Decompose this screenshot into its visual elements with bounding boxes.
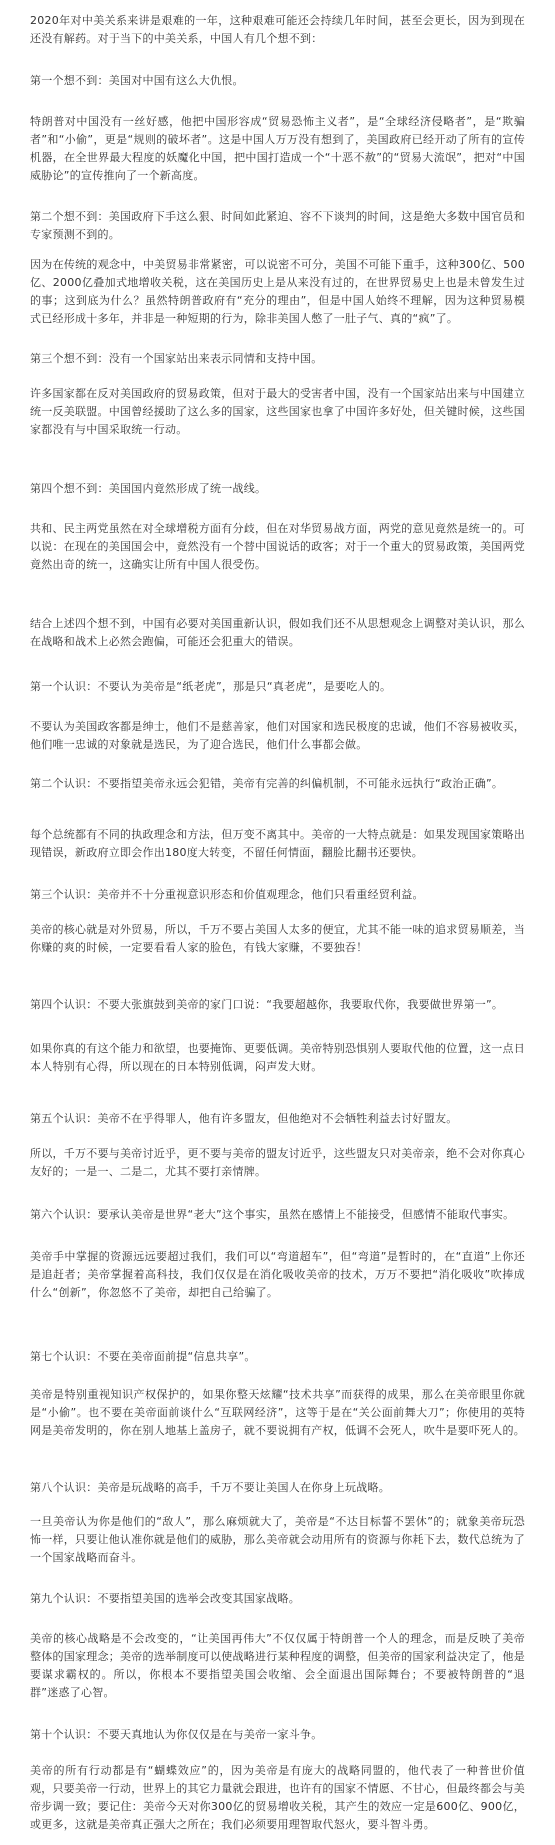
- paragraph-6: 第三个想不到：没有一个国家站出来表示同情和支持中国。: [30, 352, 323, 365]
- paragraph-27: 第九个认识：不要指望美国的选举会改变其国家战略。: [30, 1592, 300, 1605]
- paragraph-23: 第七个认识：不要在美帝面前提“信息共享”。: [30, 1350, 256, 1363]
- paragraph-14: 每个总统都有不同的执政理念和方法，但万变不离其中。美帝的一大特点就是：如果发现国家策略出现错误，新政府立即会作出180度大转变，不留任何情面，翻脸比翻书还要快。: [30, 828, 525, 859]
- paragraph-20: 所以，千万不要与美帝讨近乎，更不要与美帝的盟友讨近乎，这些盟友只对美帝亲，绝不会对你真心友好的；一是一、二是二，尤其不要打亲情牌。: [30, 1147, 525, 1178]
- paragraph-2: 第一个想不到：美国对中国有这么大仇恨。: [30, 74, 244, 87]
- paragraph-21: 第六个认识：要承认美帝是世界“老大”这个事实，虽然在感情上不能接受，但感情不能取代事实。: [30, 1208, 515, 1221]
- paragraph-29: 第十个认识：不要天真地认为你仅仅是在与美帝一家斗争。: [30, 1728, 323, 1741]
- paragraph-9: 共和、民主两党虽然在对全球增税方面有分歧，但在对华贸易战方面，两党的意见竟然是统一的。可以说：在现在的美国国会中，竟然没有一个替中国说话的政客；对于一个重大的贸易政策，美国两党竟然出奇的统一，这确实让所有中国人很受伤。: [30, 522, 525, 571]
- paragraph-10: 结合上述四个想不到，中国有必要对美国重新认识，假如我们还不从思想观念上调整对美认识，那么在战略和战术上必然会跑偏，可能还会犯重大的错误。: [30, 617, 525, 648]
- paragraph-4: 第二个想不到：美国政府下手这么狠、时间如此紧迫、容不下谈判的时间，这是绝大多数中国官员和专家预测不到的。: [30, 210, 525, 241]
- paragraph-25: 第八个认识：美帝是玩战略的高手，千万不要让美国人在你身上玩战略。: [30, 1481, 390, 1494]
- paragraph-19: 第五个认识：美帝不在乎得罪人，他有许多盟友，但他绝对不会牺牲利益去讨好盟友。: [30, 1112, 458, 1125]
- paragraph-26: 一旦美帝认为你是他们的“敌人”，那么麻烦就大了，美帝是“不达目标誓不罢休”的；就象美帝玩恐怖一样，只要让他认准你就是他们的威胁，那么美帝就会动用所有的资源与你耗下去，数代总统为了一个国家战略而奋斗。: [30, 1515, 525, 1564]
- paragraph-1: 2020年对中美关系来讲是艰难的一年，这种艰难可能还会持续几年时间，甚至会更长，因为到现在还没有解药。对于当下的中美关系，中国人有几个想不到：: [30, 14, 525, 45]
- paragraph-8: 第四个想不到：美国国内竟然形成了统一战线。: [30, 482, 267, 495]
- paragraph-3: 特朗普对中国没有一丝好感，他把中国形容成“贸易恐怖主义者”，是“全球经济侵略者”，是“欺骗者”和“小偷”，更是“规则的破坏者”。这是中国人万万没有想到了，美国政府已经开动了所有的宣传机器，在全世界最大程度的妖魔化中国，把中国打造成一个“十恶不赦”的“贸易大流氓”，把对“中国威胁论”的宣传推向了一个新高度。: [30, 115, 525, 182]
- paragraph-30: 美帝的所有行动都是有“蝴蝶效应”的，因为美帝是有庞大的战略同盟的，他代表了一种普世价值观，只要美帝一行动，世界上的其它力量就会跟进，也许有的国家不情愿、不甘心，但最终都会与美帝步调一致；要记住：美帝今天对你300亿的贸易增收关税，其产生的效应一定是600亿、900亿，或更多，这就是美帝真正强大之所在；我们必须要用理智取代怒火，要斗智斗勇。: [30, 1764, 525, 1831]
- paragraph-15: 第三个认识：美帝并不十分重视意识形态和价值观理念，他们只看重经贸利益。: [30, 888, 424, 901]
- paragraph-5: 因为在传统的观念中，中美贸易非常紧密，可以说密不可分，美国不可能下重手，这种300亿、500亿、2000亿叠加式地增收关税，这在美国历史上是从来没有过的，在世界贸易史上也是未曾发生过的事；这到底为什么？虽然特朗普政府有“充分的理由”，但是中国人始终不理解，因为这种贸易模式已经形成十多年，并非是一种短期的行为，除非美国人憋了一肚子气、真的“疯”了。: [30, 258, 525, 325]
- paragraph-17: 第四个认识：不要大张旗鼓到美帝的家门口说：“我要超越你，我要取代你，我要做世界第一”。: [30, 998, 504, 1011]
- paragraph-22: 美帝手中掌握的资源远远要超过我们，我们可以“弯道超车”，但“弯道”是暂时的，在“直道”上你还是追赶者；美帝掌握着高科技，我们仅仅是在消化吸收美帝的技术，万万不要把“消化吸收”吹捧成什么“创新”，你忽悠不了美帝，却把自己给骗了。: [30, 1250, 525, 1299]
- paragraph-13: 第二个认识：不要指望美帝永远会犯错，美帝有完善的纠偏机制，不可能永远执行“政治正确”。: [30, 777, 504, 790]
- paragraph-24: 美帝是特别重视知识产权保护的，如果你整天炫耀“技术共享”而获得的成果，那么在美帝眼里你就是“小偷”。也不要在美帝面前谈什么“互联网经济”，这等于是在“关公面前舞大刀”；你使用的英特网是美帝发明的，你在别人地基上盖房子，就不要说拥有产权，低调不会死人，吹牛是要吓死人的。: [30, 1388, 525, 1437]
- paragraph-16: 美帝的核心就是对外贸易，所以，千万不要占美国人太多的便宜，尤其不能一味的追求贸易顺差，当你赚的爽的时候，一定要看看人家的脸色，有钱大家赚，不要独吞！: [30, 923, 525, 954]
- paragraph-7: 许多国家都在反对美国政府的贸易政策，但对于最大的受害者中国，没有一个国家站出来与中国建立统一反美联盟。中国曾经援助了这么多的国家，这些国家也拿了中国许多好处，但关键时候，这些国家都没有与中国采取统一行动。: [30, 387, 525, 436]
- paragraph-28: 美帝的核心战略是不会改变的，“让美国再伟大”不仅仅属于特朗普一个人的理念，而是反映了美帝整体的国家理念；美帝的选举制度可以使战略进行某种程度的调整，但美帝的国家利益决定了，他是要谋求霸权的。所以，你根本不要指望美国会收缩、会全面退出国际舞台；不要被特朗普的“退群”迷惑了心智。: [30, 1632, 525, 1699]
- paragraph-18: 如果你真的有这个能力和欲望，也要掩饰、更要低调。美帝特别恐惧别人要取代他的位置，这一点日本人特别有心得，所以现在的日本特别低调，闷声发大财。: [30, 1042, 525, 1073]
- paragraph-11: 第一个认识：不要认为美帝是“纸老虎”，那是只“真老虎”，是要吃人的。: [30, 680, 392, 693]
- paragraph-12: 不要认为美国政客都是绅士，他们不是慈善家，他们对国家和选民极度的忠诚，他们不容易被收买，他们唯一忠诚的对象就是选民，为了迎合选民，他们什么事都会做。: [30, 720, 525, 751]
